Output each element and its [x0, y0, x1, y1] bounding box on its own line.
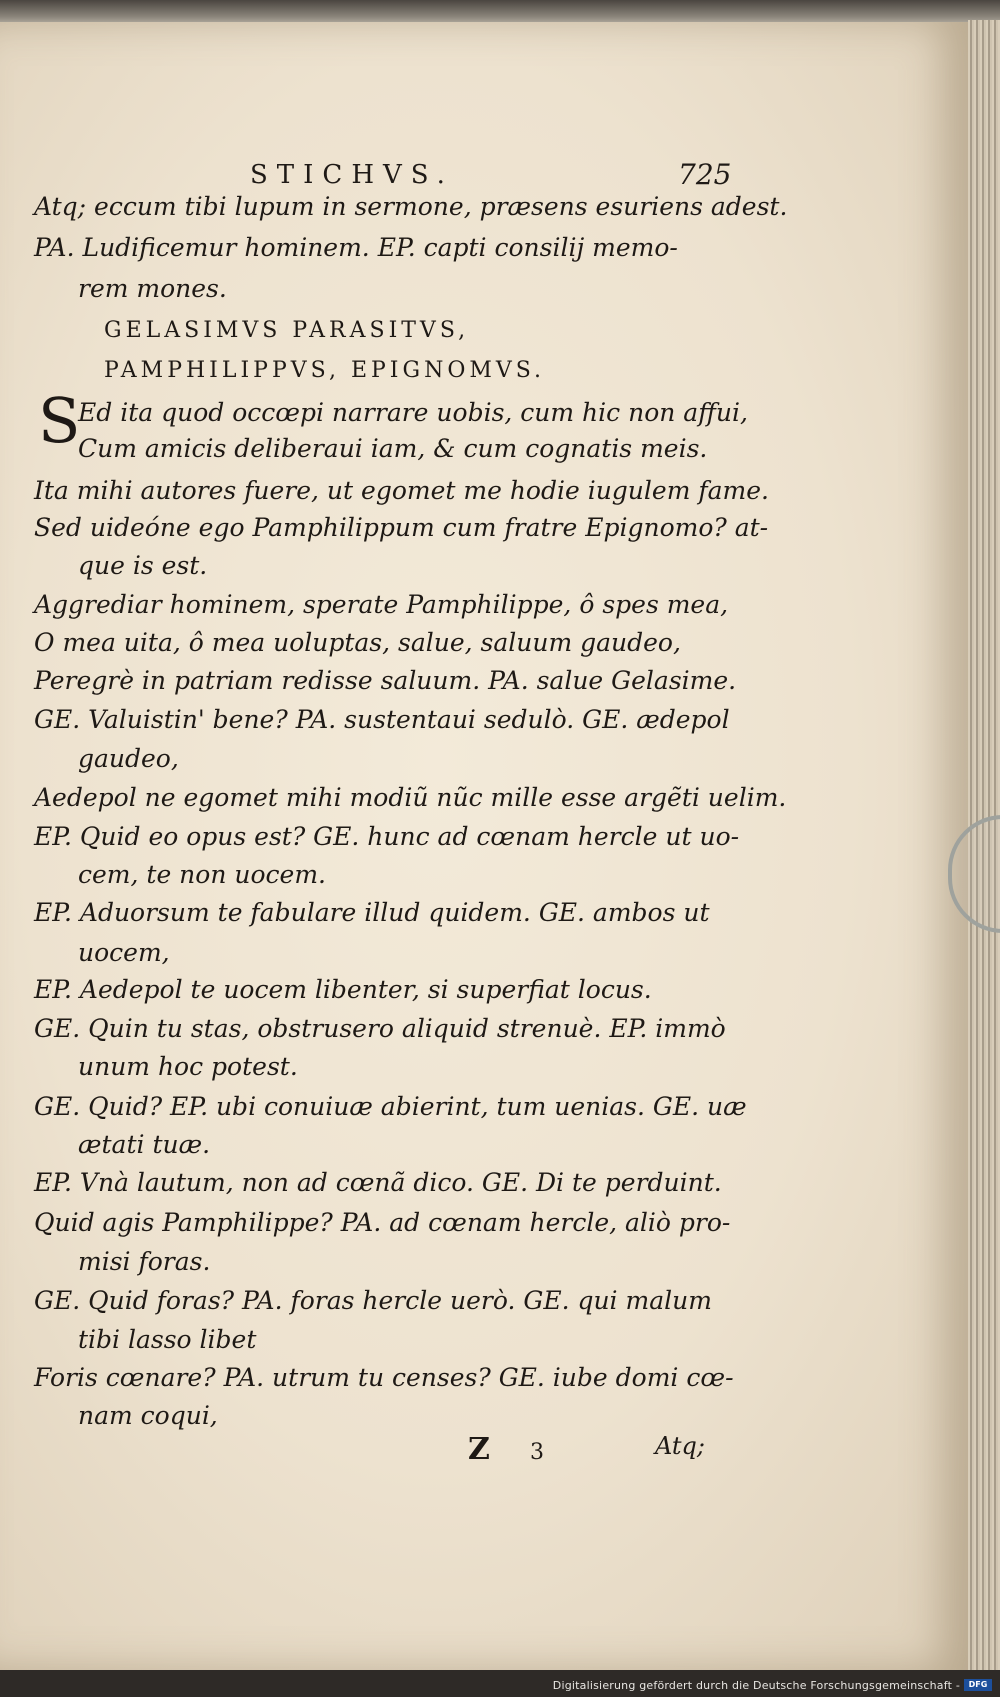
text-line: EP. Vnà lautum, non ad cœnã dico. GE. Di te perduint. — [34, 1168, 722, 1197]
text-line: Aggrediar hominem, sperate Pamphilippe, ô spes mea, — [34, 590, 729, 619]
dfg-logo: DFG — [964, 1679, 992, 1691]
text-line: Atq; eccum tibi lupum in sermone, præsens esuriens adest. — [34, 192, 788, 221]
text-line: ætati tuæ. — [78, 1130, 211, 1159]
text-line: EP. Quid eo opus est? GE. hunc ad cœnam hercle ut uo- — [34, 822, 740, 851]
text-line: O mea uita, ô mea uoluptas, salue, saluum gaudeo, — [34, 628, 681, 657]
text-line: Aedepol ne egomet mihi modiũ nũc mille esse argẽti uelim. — [34, 783, 787, 812]
text-line: unum hoc potest. — [78, 1052, 298, 1081]
text-line: Ed ita quod occœpi narrare uobis, cum hic non affui, — [78, 398, 748, 427]
running-head: STICHVS. — [250, 160, 454, 190]
text-line: Peregrè in patriam redisse saluum. PA. salue Gelasime. — [34, 666, 737, 695]
text-line: que is est. — [78, 551, 208, 580]
text-line: cem, te non uocem. — [78, 860, 326, 889]
text-line: gaudeo, — [78, 744, 179, 773]
scene-heading: PAMPHILIPPVS, EPIGNOMVS. — [104, 358, 546, 383]
text-line: Quid agis Pamphilippe? PA. ad cœnam hercle, aliò pro- — [34, 1208, 731, 1237]
drop-capital: S — [38, 384, 81, 457]
text-line: Sed uideóne ego Pamphilippum cum fratre Epignomo? at- — [34, 513, 769, 542]
catchword: Atq; — [655, 1432, 706, 1460]
footer-note: Digitalisierung gefördert durch die Deutsche Forschungsgemeinschaft - — [552, 1679, 960, 1692]
text-line: EP. Aedepol te uocem libenter, si superfiat locus. — [34, 975, 652, 1004]
text-line: PA. Ludificemur hominem. EP. capti consilij memo- — [34, 233, 678, 262]
text-line: Cum amicis deliberaui iam, & cum cognatis meis. — [78, 434, 708, 463]
text-line: nam coqui, — [78, 1401, 218, 1430]
text-line: rem mones. — [78, 274, 227, 303]
signature-number: 3 — [530, 1440, 544, 1465]
folio-number: 725 — [678, 158, 732, 191]
text-line: Foris cœnare? PA. utrum tu censes? GE. iube domi cœ- — [34, 1363, 734, 1392]
signature-mark: Z — [468, 1432, 490, 1467]
text-line: uocem, — [78, 938, 170, 967]
text-line: GE. Quid foras? PA. foras hercle uerò. GE. qui malum — [34, 1286, 712, 1315]
text-line: misi foras. — [78, 1247, 211, 1276]
scene-heading: GELASIMVS PARASITVS, — [104, 318, 470, 343]
text-line: GE. Quid? EP. ubi conuiuæ abierint, tum uenias. GE. uæ — [34, 1092, 747, 1121]
text-line: Ita mihi autores fuere, ut egomet me hodie iugulem fame. — [34, 476, 769, 505]
text-line: tibi lasso libet — [78, 1325, 257, 1354]
text-line: GE. Valuistin' bene? PA. sustentaui sedulò. GE. ædepol — [34, 705, 730, 734]
text-line: EP. Aduorsum te fabulare illud quidem. GE. ambos ut — [34, 898, 710, 927]
text-line: GE. Quin tu stas, obstrusero aliquid strenuè. EP. immò — [34, 1014, 726, 1043]
